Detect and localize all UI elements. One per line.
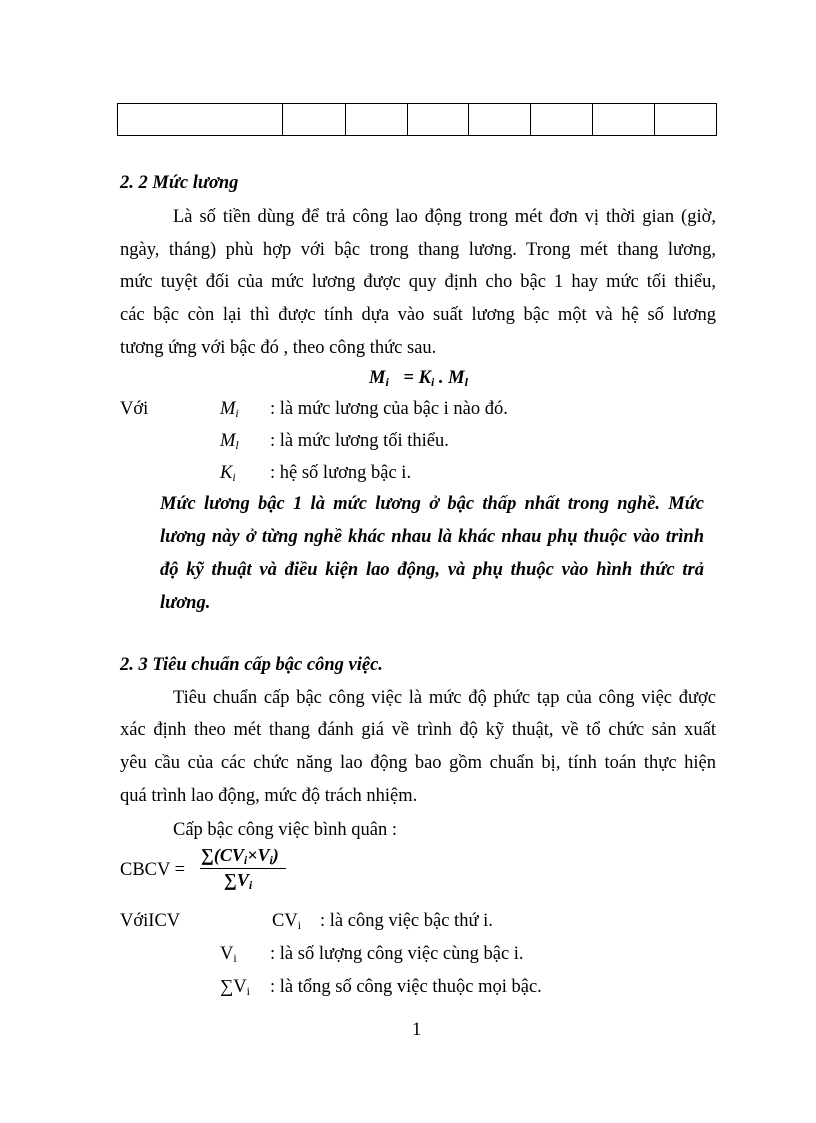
table-cell — [654, 104, 716, 136]
top-table — [117, 103, 717, 136]
paragraph-line: quá trình lao động, mức độ trách nhiệm. — [120, 786, 418, 806]
def-symbol: $\sum V_i$ — [220, 977, 250, 998]
def-text: : là mức lương tối thiểu. — [270, 431, 449, 451]
paragraph-line: xác định theo mét thang đánh giá về trình độ kỹ thuật, về tổ chức sản xuất — [120, 720, 716, 740]
emphasis-line: độ kỹ thuật và điều kiện lao động, và phụ thuộc vào hình thức trả — [160, 560, 704, 580]
table-cell — [118, 104, 283, 136]
paragraph-line: yêu cầu của các chức năng lao động bao gồm chuẩn bị, tính toán thực hiện — [120, 753, 716, 773]
table-cell — [592, 104, 654, 136]
section-heading-2-2: 2. 2 Mức lương — [120, 173, 239, 193]
paragraph-line: mức tuyệt đối của mức lương được quy định cho bậc 1 hay mức tối thiểu, — [120, 272, 716, 292]
page-number: 1 — [412, 1020, 422, 1040]
with-label: VớiICV — [120, 911, 181, 931]
def-symbol: $CV_i$ — [272, 911, 302, 932]
def-text: : hệ số lương bậc i. — [270, 463, 412, 483]
def-symbol: $V_i$ — [220, 944, 237, 965]
table-cell — [530, 104, 592, 136]
def-text: : là tổng số công việc thuộc mọi bậc. — [270, 977, 542, 997]
def-symbol: $M_l$ — [220, 431, 239, 452]
cbcv-denominator: $\sum V_i$ — [224, 870, 253, 892]
salary-formula: $M_i = K_i$ . $M_l$ — [369, 368, 468, 389]
cbcv-numerator: $\sum(CV_i\times V_i)$ — [201, 845, 279, 867]
avg-label: Cấp bậc công việc bình quân : — [173, 820, 397, 840]
cbcv-label: CBCV = — [120, 860, 186, 880]
def-symbol: $K_i$ — [220, 463, 236, 484]
with-label: Với — [120, 399, 149, 419]
table-cell — [283, 104, 345, 136]
table-cell — [468, 104, 530, 136]
emphasis-line: Mức lương bậc 1 là mức lương ở bậc thấp nhất trong nghề. Mức — [160, 494, 704, 514]
paragraph-line: Tiêu chuẩn cấp bậc công việc là mức độ phức tạp của công việc được — [173, 688, 716, 708]
table-cell — [345, 104, 407, 136]
emphasis-line: lương. — [160, 593, 211, 613]
paragraph-line: tương ứng với bậc đó , theo công thức sau. — [120, 338, 437, 358]
paragraph-line: các bậc còn lại thì được tính dựa vào suất lương bậc một và hệ số lương — [120, 305, 716, 325]
def-text: : là công việc bậc thứ i. — [320, 911, 493, 931]
def-text: : là mức lương của bậc i nào đó. — [270, 399, 508, 419]
formula-m: M — [369, 368, 386, 388]
def-symbol: $M_i$ — [220, 399, 239, 420]
paragraph-line: ngày, tháng) phù hợp với bậc trong thang lương. Trong mét thang lương, — [120, 240, 716, 260]
table-cell — [407, 104, 468, 136]
def-text: : là số lượng công việc cùng bậc i. — [270, 944, 524, 964]
section-heading-2-3: 2. 3 Tiêu chuẩn cấp bậc công việc. — [120, 655, 383, 675]
table-row — [118, 104, 717, 136]
emphasis-line: lương này ở từng nghề khác nhau là khác nhau phụ thuộc vào trình — [160, 527, 704, 547]
paragraph-line: Là số tiền dùng để trả công lao động trong mét đơn vị thời gian (giờ, — [173, 207, 716, 227]
